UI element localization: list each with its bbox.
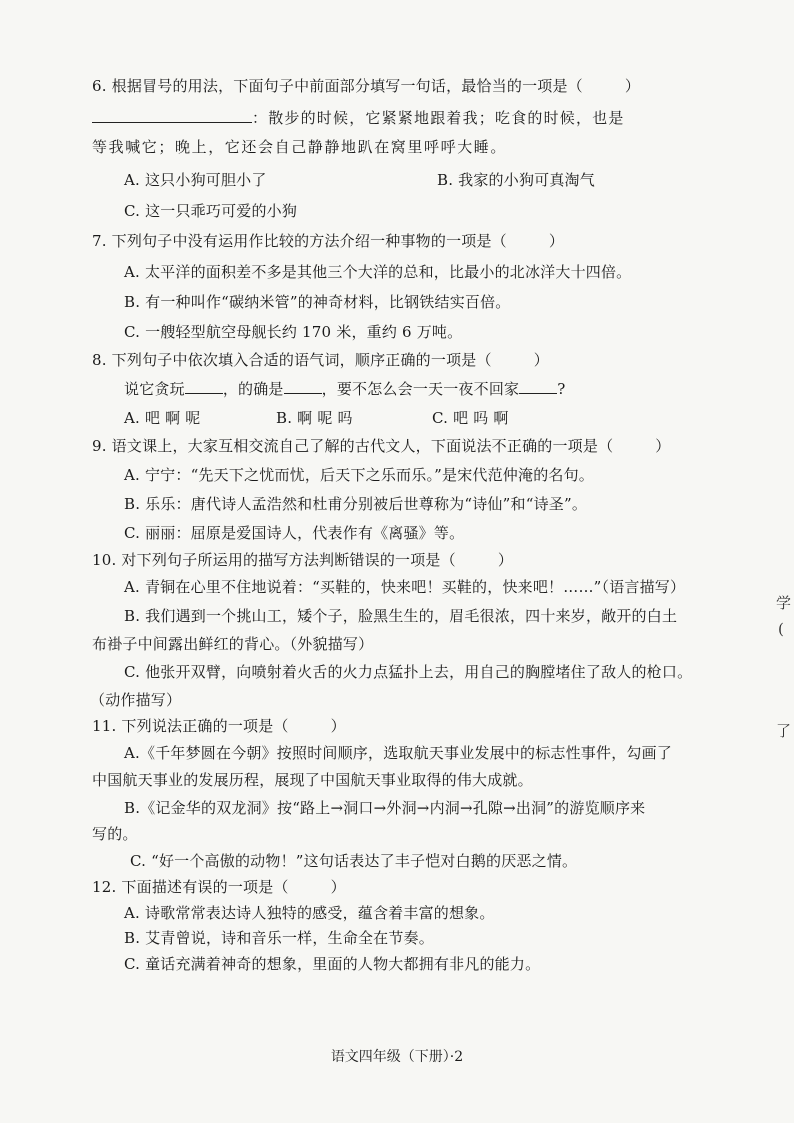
q11-stem: 11. 下列说法正确的一项是（ ） [92,717,346,735]
q6-option-b[interactable]: B. 我家的小狗可真淘气 [437,171,595,189]
q10-option-b[interactable]: B. 我们遇到一个挑山工，矮个子，脸黑生生的，眉毛很浓，四十来岁，敞开的白土 [124,607,678,625]
q10-option-c[interactable]: C. 他张开双臂，向喷射着火舌的火力点猛扑上去，用自己的胸膛堵住了敌人的枪口。 [124,663,693,681]
q6-option-c[interactable]: C. 这一只乖巧可爱的小狗 [124,202,298,220]
q6-sentence-2: 等我喊它；晚上，它还会自己静静地趴在窝里呼呼大睡。 [92,138,508,156]
q9-option-b[interactable]: B. 乐乐：唐代诗人孟浩然和杜甫分别被后世尊称为“诗仙”和“诗圣”。 [124,495,588,513]
q10-option-a[interactable]: A. 青铜在心里不住地说着：“买鞋的，快来吧！买鞋的，快来吧！……”（语言描写） [124,578,686,596]
q8-option-a[interactable]: A. 吧 啊 呢 [124,409,201,427]
page-footer: 语文四年级（下册）·2 [330,1049,464,1065]
q11-option-b-cont: 写的。 [92,825,138,843]
q7-option-b[interactable]: B. 有一种叫作“碳纳米管”的神奇材料，比钢铁结实百倍。 [124,293,511,311]
q12-option-c[interactable]: C. 童话充满着神奇的想象，里面的人物大都拥有非凡的能力。 [124,955,541,973]
q8-blank-1[interactable] [185,379,223,394]
q8-stem: 8. 下列句子中依次填入合适的语气词，顺序正确的一项是（ ） [92,351,549,369]
q10-option-b-cont: 布褂子中间露出鲜红的背心。（外貌描写） [92,635,374,653]
q8-blank-3[interactable] [519,379,557,394]
q7-option-c[interactable]: C. 一艘轻型航空母舰长约 170 米，重约 6 万吨。 [124,323,463,341]
q8-sentence: 说它贪玩 ，的确是 ，要不怎么会一天一夜不回家 ? [124,380,566,398]
q8-option-b[interactable]: B. 啊 呢 吗 [276,409,353,427]
q10-option-c-cont: （动作描写） [90,691,182,709]
q12-stem: 12. 下面描述有误的一项是（ ） [92,878,346,896]
q10-stem: 10. 对下列句子所运用的描写方法判断错误的一项是（ ） [92,551,514,569]
q11-option-c[interactable]: C. “好一个高傲的动物！”这句话表达了丰子恺对白鹅的厌恶之情。 [130,852,578,870]
q12-option-b[interactable]: B. 艾青曾说，诗和音乐一样，生命全在节奏。 [124,929,434,947]
q9-stem: 9. 语文课上，大家互相交流自己了解的古代文人，下面说法不正确的一项是（ ） [92,437,671,455]
q7-stem: 7. 下列句子中没有运用作比较的方法介绍一种事物的一项是（ ） [92,232,565,250]
q6-sentence-1: ：散步的时候，它紧紧地跟着我；吃食的时候，也是 [92,108,625,128]
q9-option-a[interactable]: A. 宁宁：“先天下之忧而忧，后天下之乐而乐。”是宋代范仲淹的名句。 [124,466,595,484]
q11-option-a[interactable]: A.《千年梦圆在今朝》按照时间顺序，选取航天事业发展中的标志性事件，勾画了 [124,744,673,762]
q6-option-a[interactable]: A. 这只小狗可胆小了 [124,171,267,189]
q6-answer-blank[interactable] [92,108,252,123]
edge-mark-3: 了 [776,722,792,740]
edge-mark-2: ( [778,620,784,638]
q9-option-c[interactable]: C. 丽丽：屈原是爱国诗人，代表作有《离骚》等。 [124,524,465,542]
q12-option-a[interactable]: A. 诗歌常常表达诗人独特的感受，蕴含着丰富的想象。 [124,904,495,922]
edge-mark-1: 学 [776,594,792,612]
q6-stem: 6. 根据冒号的用法，下面句子中前面部分填写一句话，最恰当的一项是（ ） [92,77,641,95]
q8-blank-2[interactable] [284,379,322,394]
q11-option-a-cont: 中国航天事业的发展历程，展现了中国航天事业取得的伟大成就。 [92,771,533,789]
q8-option-c[interactable]: C. 吧 吗 啊 [432,409,509,427]
q11-option-b[interactable]: B.《记金华的双龙洞》按“路上→洞口→外洞→内洞→孔隙→出洞”的游览顺序来 [124,799,646,817]
q7-option-a[interactable]: A. 太平洋的面积差不多是其他三个大洋的总和，比最小的北冰洋大十四倍。 [124,263,632,281]
